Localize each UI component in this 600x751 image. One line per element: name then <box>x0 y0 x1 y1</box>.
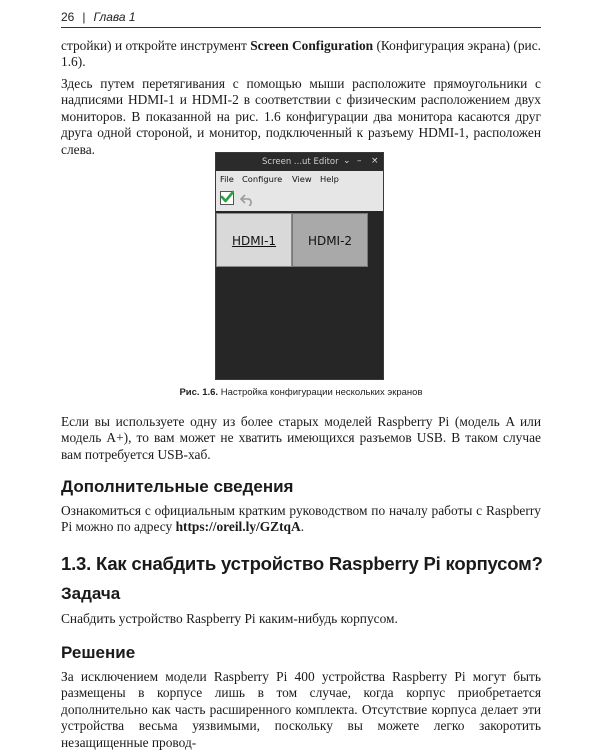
paragraph-4-text: Ознакомиться с официальным кратким руководством по началу работы с Raspberry Pi можно по адресу <box>61 503 541 535</box>
caption-text: Настройка конфигурации нескольких экранов <box>218 387 423 398</box>
chapter-title: Глава 1 <box>93 10 136 24</box>
screen-layout-editor-window <box>215 152 384 380</box>
checkmark-icon[interactable] <box>220 191 234 205</box>
heading-solution: Решение <box>61 643 136 662</box>
tool-name: Screen Configuration <box>250 38 374 53</box>
toolbar <box>216 187 383 211</box>
menu-configure[interactable]: Configure <box>242 174 283 184</box>
menu-help[interactable]: Help <box>320 174 339 184</box>
figure-caption <box>61 387 541 398</box>
menu-bar <box>216 171 383 187</box>
page-number: 26 <box>61 10 75 24</box>
header-separator: | <box>82 10 86 24</box>
monitor-hdmi-2[interactable]: HDMI-2 <box>292 213 368 267</box>
header-rule <box>61 27 541 28</box>
menu-view[interactable]: View <box>292 174 312 184</box>
paragraph-4 <box>61 503 541 536</box>
minimize-icon[interactable]: – <box>357 156 362 166</box>
paragraph-1-text: стройки) и откройте инструмент <box>61 38 251 53</box>
window-titlebar <box>216 153 383 171</box>
paragraph-6: За исключением модели Raspberry Pi 400 устройства Raspberry Pi могут быть размещены в корпусе лишь в том случае, когда корпус приобретается дополнительно как часть расширенного комплекта. Отсутствие корпуса делает эти устройства весьма уязвимыми, поскольку вы можете легко закоротить незащищенные провод- <box>61 669 541 750</box>
guide-link[interactable]: https://oreil.ly/GZtqA <box>175 519 301 535</box>
paragraph-1-tail: (Конфигурация экрана) (рис. 1.6). <box>61 38 541 70</box>
heading-more-info: Дополнительные сведения <box>61 477 294 496</box>
paragraph-2: Здесь путем перетягивания с помощью мыши расположите прямоугольники с надписями HDMI-1 и HDMI-2 в соответствии с физическим расположением двух мониторов. В показанной на рис. 1.6 конфигурации два монитора касаются друг друга одной стороной, и монитор, подключенный к разъему HDMI-1, расположен слева. <box>61 76 541 157</box>
page-header <box>61 10 541 28</box>
chevron-down-icon[interactable]: ⌄ <box>343 156 351 166</box>
heading-task: Задача <box>61 584 121 603</box>
paragraph-5: Снабдить устройство Raspberry Pi каким-нибудь корпусом. <box>61 611 398 626</box>
window-title: Screen ...ut Editor <box>262 157 339 167</box>
paragraph-3: Если вы используете одну из более старых моделей Raspberry Pi (модель A или модель A+), то вам может не хватить имеющихся разъемов USB. В таком случае вам потребуется USB-хаб. <box>61 414 541 462</box>
section-heading: 1.3. Как снабдить устройство Raspberry Pi корпусом? <box>61 553 543 574</box>
paragraph-4-tail: . <box>300 519 305 535</box>
monitor-hdmi-1[interactable]: HDMI-1 <box>216 213 292 267</box>
undo-icon[interactable] <box>240 193 254 205</box>
menu-file[interactable]: File <box>220 174 234 184</box>
caption-label: Рис. 1.6. <box>179 387 219 398</box>
close-icon[interactable]: × <box>371 156 379 166</box>
layout-canvas <box>216 211 383 379</box>
paragraph-1 <box>61 38 541 71</box>
